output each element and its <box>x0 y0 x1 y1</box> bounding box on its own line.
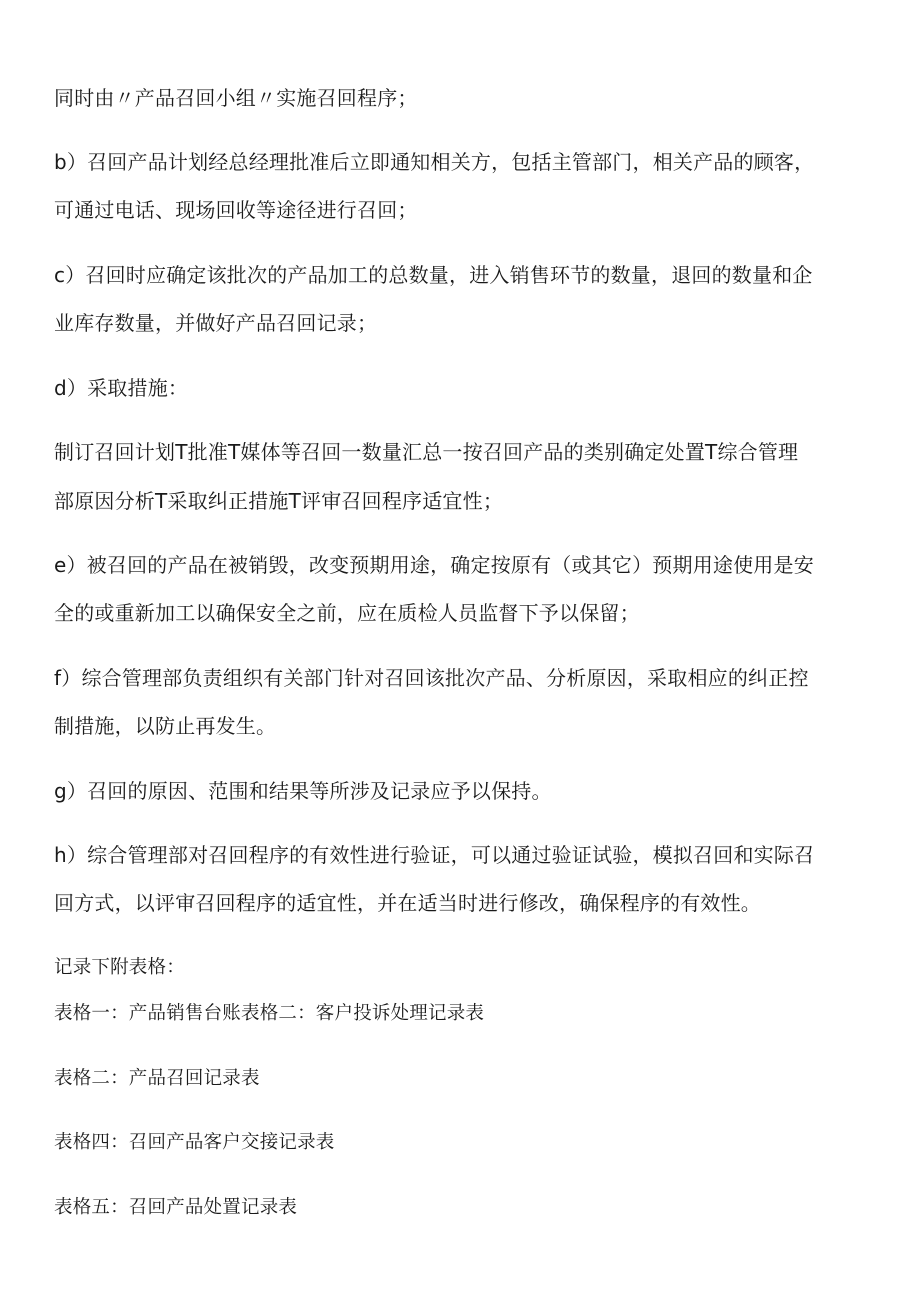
text-line-b-2: 可通过电话、现场回收等途径进行召回； <box>54 198 418 222</box>
record-table-2: 表格二：产品召回记录表 <box>54 1068 260 1089</box>
text-line-e-2: 全的或重新加工以确保安全之前，应在质检人员监督下予以保留； <box>54 601 640 625</box>
text-line-g: g）召回的原因、范围和结果等所涉及记录应予以保持。 <box>54 779 552 803</box>
text-line-d-heading: d）采取措施： <box>54 376 189 400</box>
text-line-h-1: h）综合管理部对召回程序的有效性进行验证，可以通过验证试验，模拟召回和实际召 <box>54 843 815 867</box>
records-heading: 记录下附表格： <box>54 957 185 978</box>
text-line-h-2: 回方式，以评审召回程序的适宜性，并在适当时进行修改，确保程序的有效性。 <box>54 891 761 915</box>
text-line-d-1: 制订召回计划T批准T媒体等召回一数量汇总一按召回产品的类别确定处置T综合管理 <box>54 440 799 464</box>
record-table-4: 表格四：召回产品客户交接记录表 <box>54 1132 335 1153</box>
text-line-intro: 同时由〃产品召回小组〃实施召回程序； <box>54 86 418 110</box>
text-line-f-2: 制措施，以防止再发生。 <box>54 714 277 738</box>
text-line-c-2: 业库存数量，并做好产品召回记录； <box>54 311 378 335</box>
record-table-1: 表格一：产品销售台账表格二：客户投诉处理记录表 <box>54 1003 485 1024</box>
text-line-c-1: c）召回时应确定该批次的产品加工的总数量，进入销售环节的数量，退回的数量和企 <box>54 263 813 287</box>
text-line-b-1: b）召回产品计划经总经理批准后立即通知相关方，包括主管部门，相关产品的顾客， <box>54 150 815 174</box>
text-line-e-1: e）被召回的产品在被销毁，改变预期用途，确定按原有（或其它）预期用途使用是安 <box>54 553 814 577</box>
text-line-f-1: f）综合管理部负责组织有关部门针对召回该批次产品、分析原因，采取相应的纠正控 <box>54 666 809 690</box>
text-line-d-2: 部原因分析T采取纠正措施T评审召回程序适宜性； <box>54 489 504 513</box>
record-table-5: 表格五：召回产品处置记录表 <box>54 1197 298 1218</box>
